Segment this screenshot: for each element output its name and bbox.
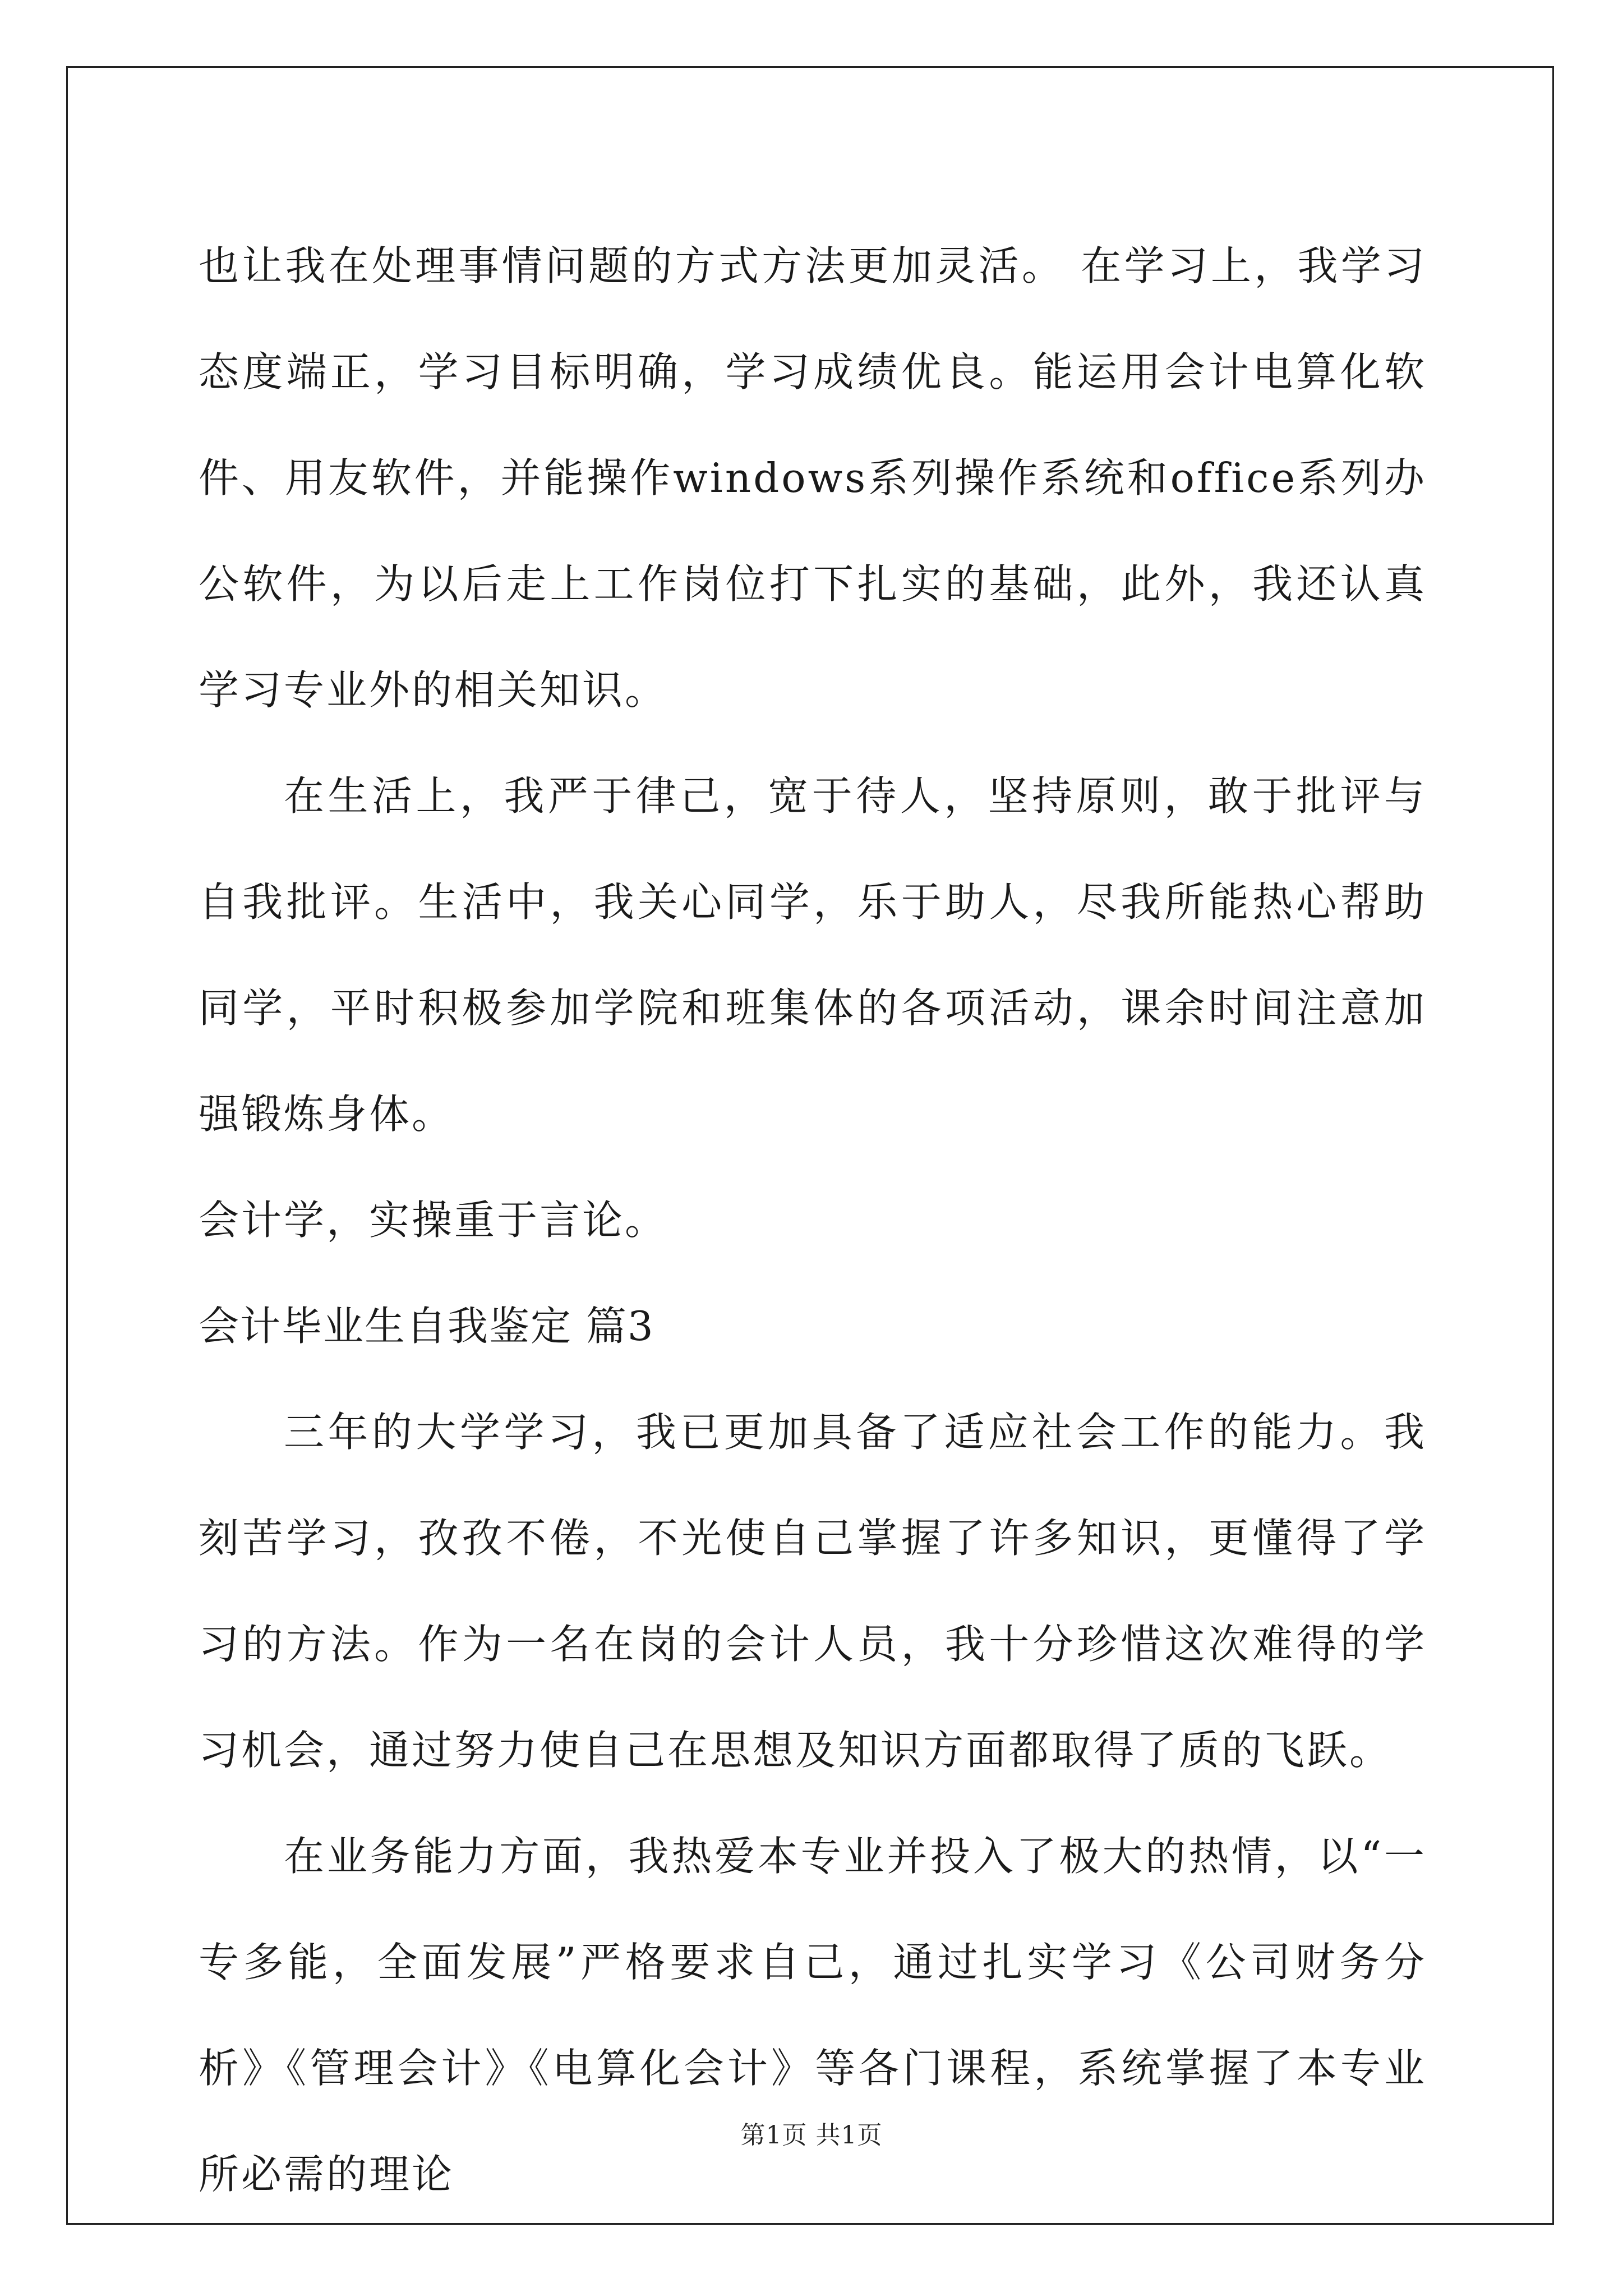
paragraph-3: 会计学，实操重于言论。 xyxy=(199,1197,668,1244)
paragraph-1: 也让我在处理事情问题的方式方法更加灵活。 在学习上，我学习态度端正，学习目标明确，学习成绩优良。能运用会计电算化软件、用友软件，并能操作windows系列操作系统和office系列办公软件，为以后走上工作岗位打下扎实的基础，此外，我还认真学习专业外的相关知识。 xyxy=(199,242,1427,714)
page-number-footer: 第1页 共1页 xyxy=(740,2121,883,2150)
section-heading: 会计毕业生自我鉴定 篇3 xyxy=(199,1303,654,1350)
paragraph-5: 在业务能力方面，我热爱本专业并投入了极大的热情，以“一专多能，全面发展”严格要求自己，通过扎实学习《公司财务分析》《管理会计》《电算化会计》等各门课程，系统掌握了本专业所必需的理论 xyxy=(199,1833,1427,2198)
document-body xyxy=(199,213,1427,2228)
paragraph-4: 三年的大学学习，我已更加具备了适应社会工作的能力。我刻苦学习，孜孜不倦，不光使自己掌握了许多知识，更懂得了学习的方法。作为一名在岗的会计人员，我十分珍惜这次难得的学习机会，通过努力使自己在思想及知识方面都取得了质的飞跃。 xyxy=(199,1409,1427,1774)
paragraph-2: 在生活上，我严于律己，宽于待人，坚持原则，敢于批评与自我批评。生活中，我关心同学，乐于助人，尽我所能热心帮助同学，平时积极参加学院和班集体的各项活动，课余时间注意加强锻炼身体。 xyxy=(199,772,1427,1138)
